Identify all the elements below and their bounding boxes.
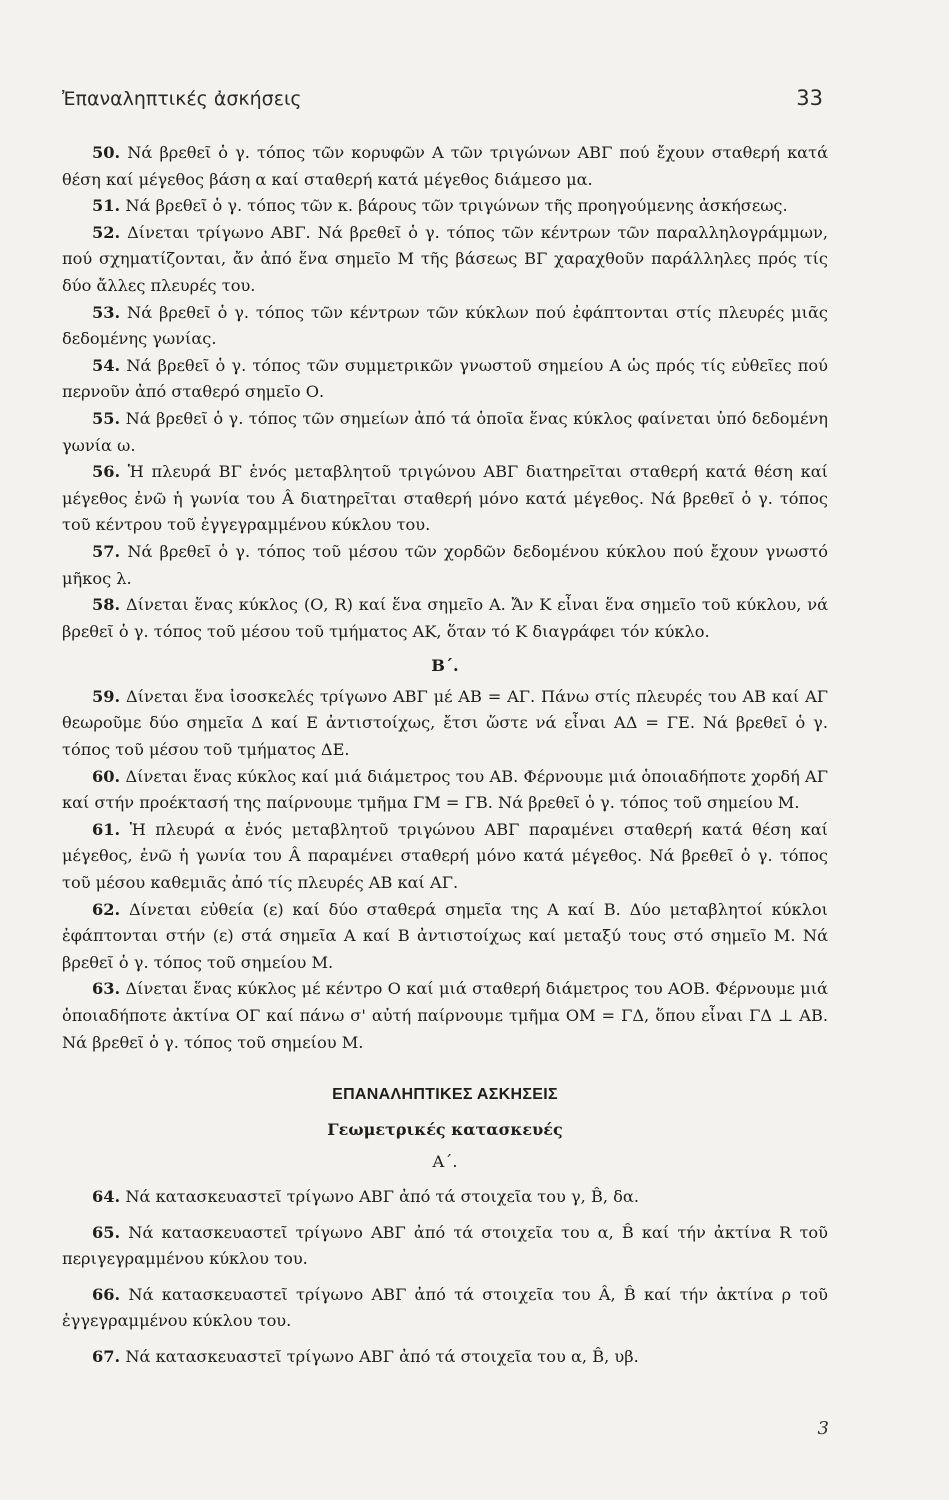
exercise-52: 52. Δίνεται τρίγωνο ΑΒΓ. Νά βρεθεῖ ὁ γ. τόπος τῶν κέντρων τῶν παραλληλογράμμων, πού σχηματίζονται, ἄν ἀπό ἕνα σημεῖο Μ τῆς βάσεως ΒΓ χαραχθοῦν παράλληλες πρός τίς δύο ἄλλες πλευρές του.	[62, 222, 828, 295]
exercise-63: 63. Δίνεται ἕνας κύκλος μέ κέντρο Ο καί μιά σταθερή διάμετρος του ΑΟΒ. Φέρνουμε μιά ὁποιαδήποτε ἀκτίνα ΟΓ καί πάνω σ' αὐτή παίρνουμε τμῆμα ΟΜ = ΓΔ, ὅπου εἶναι ΓΔ ⊥ ΑΒ. Νά βρεθεῖ ὁ γ. τόπος τοῦ σημείου Μ.	[62, 979, 828, 1052]
exercise-59: 59. Δίνεται ἕνα ἰσοσκελές τρίγωνο ΑΒΓ μέ ΑΒ = ΑΓ. Πάνω στίς πλευρές του ΑΒ καί ΑΓ θεωροῦμε δύο σημεῖα Δ καί Ε ἀντιστοίχως, ἔτσι ὥστε νά εἶναι ΑΔ = ΓΕ. Νά βρεθεῖ ὁ γ. τόπος τοῦ μέσου τοῦ τμήματος ΔΕ.	[62, 686, 828, 760]
running-title: Ἐπαναληπτικές ἀσκήσεις	[62, 88, 302, 110]
exercise-56: 56. Ἡ πλευρά ΒΓ ἑνός μεταβλητοῦ τριγώνου ΑΒΓ διατηρεῖται σταθερή κατά θέση καί μέγεθος ἐνῶ ἡ γωνία του Â διατηρεῖται σταθερή μόνο κατά μέγεθος. Νά βρεθεῖ ὁ γ. τόπος τοῦ κέντρου τοῦ ἐγγεγραμμένου κύκλου του.	[62, 462, 828, 535]
exercise-66: 66. Νά κατασκευαστεῖ τρίγωνο ΑΒΓ ἀπό τά στοιχεῖα του Â, B̂ καί τήν ἀκτίνα ρ τοῦ ἐγγεγραμμένου κύκλου του.	[62, 1284, 828, 1331]
page-number: 33	[796, 86, 823, 110]
exercise-53: 53. Νά βρεθεῖ ὁ γ. τόπος τῶν κέντρων τῶν κύκλων πού ἐφάπτονται στίς πλευρές μιᾶς δεδομένης γωνίας.	[62, 302, 828, 349]
exercise-61: 61. Ἡ πλευρά α ἑνός μεταβλητοῦ τριγώνου ΑΒΓ παραμένει σταθερή κατά θέση καί μέγεθος, ἐνῶ ἡ γωνία του Â παραμένει σταθερή μόνο κατά μέγεθος. Νά βρεθεῖ ὁ γ. τόπος τοῦ μέσου καθεμιᾶς ἀπό τίς πλευρές ΑΒ καί ΑΓ.	[62, 819, 828, 893]
exercise-51: 51. Νά βρεθεῖ ὁ γ. τόπος τῶν κ. βάρους τῶν τριγώνων τῆς προηγούμενης ἀσκήσεως.	[92, 196, 788, 216]
main-heading: ΕΠΑΝΑΛΗΠΤΙΚΕΣ ΑΣΚΗΣΕΙΣ	[332, 1086, 558, 1104]
exercise-55: 55. Νά βρεθεῖ ὁ γ. τόπος τῶν σημείων ἀπό τά ὁποῖα ἕνας κύκλος φαίνεται ὑπό δεδομένη γωνία ω.	[62, 408, 828, 455]
exercise-65: 65. Νά κατασκευαστεῖ τρίγωνο ΑΒΓ ἀπό τά στοιχεῖα του α, B̂ καί τήν ἀκτίνα R τοῦ περιγεγραμμένου κύκλου του.	[62, 1222, 828, 1269]
exercise-67: 67. Νά κατασκευαστεῖ τρίγωνο ΑΒΓ ἀπό τά στοιχεῖα του α, B̂, υβ.	[92, 1346, 639, 1366]
constructions-list	[62, 1184, 828, 1371]
exercise-57: 57. Νά βρεθεῖ ὁ γ. τόπος τοῦ μέσου τῶν χορδῶν δεδομένου κύκλου πού ἔχουν γνωστό μῆκος λ.	[62, 541, 828, 588]
exercise-64: 64. Νά κατασκευαστεῖ τρίγωνο ΑΒΓ ἀπό τά στοιχεῖα του γ, B̂, δα.	[92, 1186, 639, 1206]
exercise-54: 54. Νά βρεθεῖ ὁ γ. τόπος τῶν συμμετρικῶν γνωστοῦ σημείου Α ὡς πρός τίς εὐθεῖες πού περνοῦν ἀπό σταθερό σημεῖο Ο.	[62, 355, 828, 402]
exercise-50: 50. Νά βρεθεῖ ὁ γ. τόπος τῶν κορυφῶν Α τῶν τριγώνων ΑΒΓ πού ἔχουν σταθερή κατά θέση καί μέγεθος βάση α καί σταθερή κατά μέγεθος διάμεσο μα.	[62, 143, 828, 189]
section-a-label: Α΄.	[432, 1152, 458, 1172]
exercise-60: 60. Δίνεται ἕνας κύκλος καί μιά διάμετρος του ΑΒ. Φέρνουμε μιά ὁποιαδήποτε χορδή ΑΓ καί στήν προέκτασή της παίρνουμε τμῆμα ΓΜ = ΓΒ. Νά βρεθεῖ ὁ γ. τόπος τοῦ σημείου Μ.	[62, 766, 828, 813]
signature-mark: 3	[817, 1418, 829, 1439]
text-block	[62, 140, 828, 1380]
sub-heading: Γεωμετρικές κατασκευές	[327, 1119, 563, 1139]
section-b-label: Β΄.	[431, 656, 459, 676]
exercise-62: 62. Δίνεται εὐθεία (ε) καί δύο σταθερά σημεῖα της Α καί Β. Δύο μεταβλητοί κύκλοι ἐφάπτονται στήν (ε) στά σημεῖα Α καί Β ἀντιστοίχως καί μεταξύ τους στό σημεῖο Μ. Νά βρεθεῖ ὁ γ. τόπος τοῦ σημείου Μ.	[62, 899, 828, 972]
exercise-58: 58. Δίνεται ἕνας κύκλος (Ο, R) καί ἕνα σημεῖο Α. Ἄν Κ εἶναι ἕνα σημεῖο τοῦ κύκλου, νά βρεθεῖ ὁ γ. τόπος τοῦ μέσου τοῦ τμήματος ΑΚ, ὅταν τό Κ διαγράφει τόν κύκλο.	[62, 595, 828, 641]
